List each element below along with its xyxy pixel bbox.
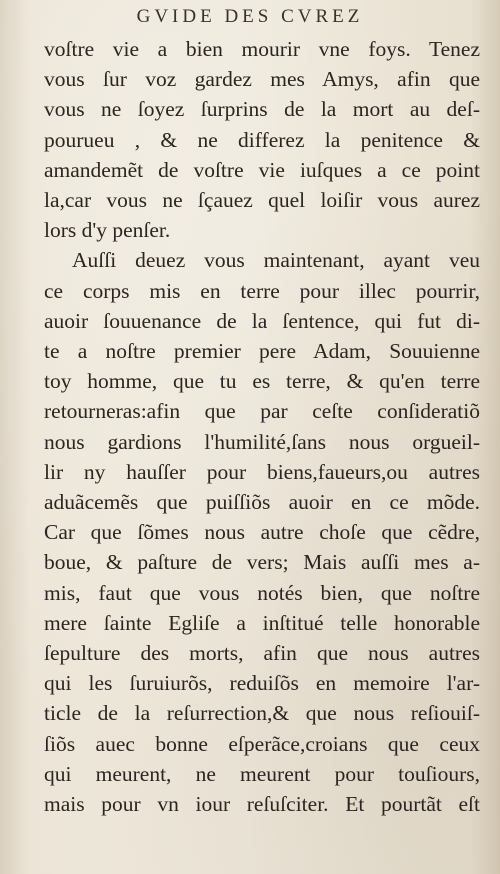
text-line: qui meurent, ne meurent pour touſiours, [44, 761, 480, 786]
body-text [44, 34, 484, 819]
text-line: boue, & paſture de vers; Mais auſſi mes a- [44, 550, 480, 575]
text-line: lir ny hauſſer pour biens,faueurs,ou autres [44, 459, 480, 484]
text-line: mere ſainte Egliſe a inſtitué telle honorable [44, 610, 480, 635]
text-line: aduãcemẽs que puiſſiõs auoir en ce mõde. [44, 490, 480, 515]
text-line: retourneras:afin que par ceſte conſideratiõ [44, 399, 480, 424]
text-line: te a noſtre premier pere Adam, Souuienne [44, 339, 480, 364]
text-line: ticle de la reſurrection,& que nous reſiouiſ- [44, 701, 480, 726]
text-line: toy homme, que tu es terre, & qu'en terre [44, 369, 480, 394]
text-line: auoir ſouuenance de la ſentence, qui fut di- [44, 308, 480, 333]
text-line: ſiõs auec bonne eſperãce,croians que ceux [44, 731, 480, 756]
text-line: ſepulture des morts, afin que nous autres [44, 641, 480, 666]
text-line: Auſſi deuez vous maintenant, ayant veu [72, 248, 480, 273]
text-line: voſtre vie a bien mourir vne foys. Tenez [44, 37, 480, 61]
text-line: lors d'y penſer. [44, 218, 171, 243]
text-line: vous ſur voz gardez mes Amys, afin que [44, 67, 480, 92]
text-line: vous ne ſoyez ſurprins de la mort au deſ- [44, 97, 480, 122]
text-line: mis, faut que vous notés bien, que noſtre [44, 580, 480, 605]
text-line: ce corps mis en terre pour illec pourrir, [44, 278, 480, 303]
text-line: amandemẽt de voſtre vie iuſques a ce point [44, 157, 480, 182]
text-line: Car que ſõmes nous autre choſe que cẽdre, [44, 520, 480, 545]
text-line: qui les ſuruiurõs, reduiſõs en memoire l'ar- [44, 671, 480, 696]
running-head: GVIDE DES CVREZ [136, 6, 364, 27]
text-line: mais pour vn iour reſuſciter. Et pourtãt eſt [44, 792, 480, 817]
text-line: la,car vous ne ſçauez quel loiſir vous aurez [44, 188, 480, 213]
text-line: nous gardions l'humilité,ſans nous orgueil- [44, 429, 480, 454]
text-line: pourueu , & ne differez la penitence & [44, 127, 480, 152]
